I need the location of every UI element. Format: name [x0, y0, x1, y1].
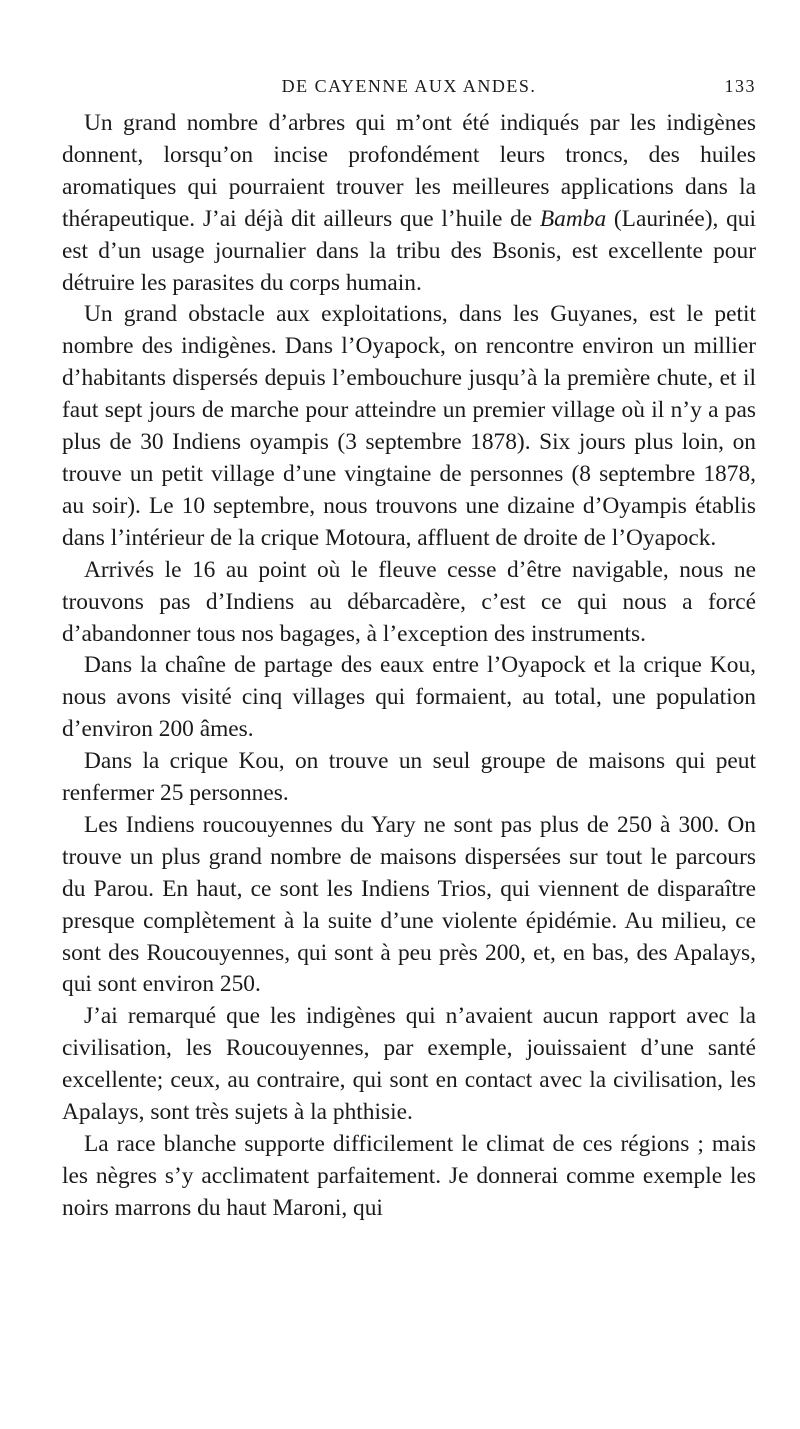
book-page [62, 76, 756, 1225]
paragraph-aromatic-oils [62, 108, 756, 299]
paragraph-crique-kou: Dans la crique Kou, on trouve un seul groupe de maisons qui peut renfermer 25 personnes. [62, 748, 756, 807]
page-number: 133 [724, 76, 756, 96]
body-text [62, 108, 756, 1225]
paragraph-oyapock-population: Un grand obstacle aux exploitations, dans les Guyanes, est le petit nombre des indigènes. Dans l’Oyapock, on rencontre environ un millier d’habitants dispersés depuis l’embouchure jusqu’à la première chute, et il faut sept jours de marche pour atteindre un premier village où il n’y a pas plus de 30 Indiens oyampis (3 septembre 1878). Six jours plus loin, on trouve un petit village d’une vingtaine de personnes (8 septembre 1878, au soir). Le 10 septembre, nous trouvons une dizaine d’Oyampis établis dans l’intérieur de la crique Motoura, affluent de droite de l’Oyapock. [62, 301, 756, 551]
running-title: DE CAYENNE AUX ANDES. [281, 76, 537, 96]
paragraph-roucouyennes: Les Indiens roucouyennes du Yary ne sont pas plus de 250 à 300. On trouve un plus grand nombre de maisons dispersées sur tout le parcours du Parou. En haut, ce sont les Indiens Trios, qui viennent de disparaître presque complètement à la suite d’une violente épidémie. Au milieu, ce sont des Roucouyennes, qui sont à peu près 200, et, en bas, des Apalays, qui sont environ 250. [62, 811, 756, 998]
paragraph-text: (Laurinée), qui est d’un usage journalier dans la tribu des Bsonis, est excellente pour détruire les parasites du corps humain. [62, 205, 756, 296]
paragraph-arrival: Arrivés le 16 au point où le fleuve cesse d’être navigable, nous ne trouvons pas d’Indiens au débarcadère, c’est ce qui nous a forcé d’abandonner tous nos bagages, à l’exception des instruments. [62, 556, 756, 647]
page-header [62, 76, 756, 106]
paragraph-text: Un grand nombre d’arbres qui m’ont été indiqués par les indigènes donnent, lorsqu’on incise profondément leurs troncs, des huiles aromatiques qui pourraient trouver les meilleures applications dans la thérapeutique. J’ai déjà dit ailleurs que l’huile de [62, 110, 756, 232]
paragraph-health: J’ai remarqué que les indigènes qui n’avaient aucun rapport avec la civilisation, les Roucouyennes, par exemple, jouissaient d’une santé excellente; ceux, au contraire, qui sont en contact avec la civilisation, les Apalays, sont très sujets à la phthisie. [62, 1003, 756, 1126]
paragraph-climate: La race blanche supporte difficilement le climat de ces régions ; mais les nègres s’y acclimatent parfaitement. Je donnerai comme exemple les noirs marrons du haut Maroni, qui [62, 1131, 756, 1221]
paragraph-watershed-villages: Dans la chaîne de partage des eaux entre l’Oyapock et la crique Kou, nous avons visité cinq villages qui formaient, au total, une population d’environ 200 âmes. [62, 652, 756, 743]
italic-term-bamba: Bamba [539, 205, 607, 232]
